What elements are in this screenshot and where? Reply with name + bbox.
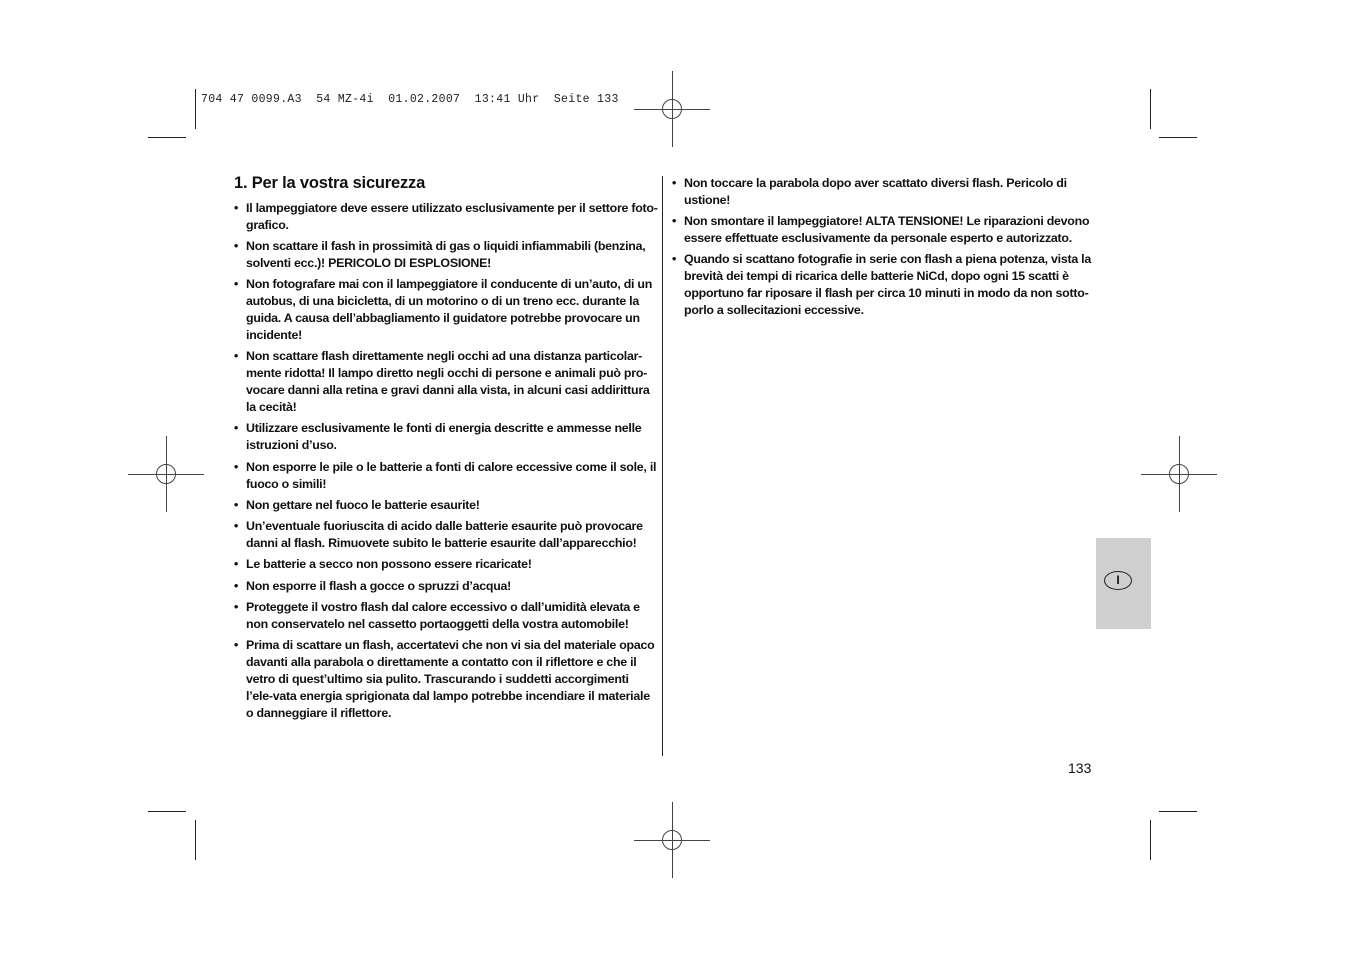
list-item: • Non esporre le pile o le batterie a fonti di calore eccessive come il sole, il fuoco o simili!	[234, 459, 658, 493]
safety-list-left	[234, 200, 658, 726]
print-header: 704 47 0099.A3 54 MZ-4i 01.02.2007 13:41 Uhr Seite 133	[201, 93, 619, 106]
registration-mark-bottom-icon	[634, 802, 710, 878]
list-item: • Utilizzare esclusivamente le fonti di energia descritte e ammesse nelle istruzioni d’uso.	[234, 420, 658, 454]
crop-mark	[148, 811, 186, 812]
crop-mark	[148, 137, 186, 138]
list-item: • Quando si scattano fotografie in serie con flash a piena potenza, vista la brevità dei tempi di ricarica delle batterie NiCd, dopo ogni 15 scatti è opportuno far riposare il flash per circa 10 minuti in modo da non sotto-porlo a sollecitazioni eccessive.	[672, 251, 1094, 319]
list-item: • Il lampeggiatore deve essere utilizzato esclusivamente per il settore foto-grafico.	[234, 200, 658, 234]
list-item: • Non smontare il lampeggiatore! ALTA TENSIONE! Le riparazioni devono essere effettuate esclusivamente da personale esperto e autorizzato.	[672, 213, 1094, 247]
crop-mark	[195, 89, 196, 129]
crop-mark	[1150, 89, 1151, 129]
registration-mark-right-icon	[1141, 436, 1217, 512]
language-tab	[1096, 538, 1151, 629]
list-item: • Non fotografare mai con il lampeggiatore il conducente di un’auto, di un autobus, di una bicicletta, di un motorino o di un treno ecc. durante la guida. A causa dell’abbagliamento il guidatore potrebbe provocare un incidente!	[234, 276, 658, 344]
registration-mark-top-icon	[634, 71, 710, 147]
crop-mark	[1159, 811, 1197, 812]
section-title: 1. Per la vostra sicurezza	[234, 174, 426, 192]
language-badge: I	[1104, 571, 1132, 590]
list-item: • Un’eventuale fuoriuscita di acido dalle batterie esaurite può provocare danni al flash. Rimuovete subito le batterie esaurite dall’apparecchio!	[234, 518, 658, 552]
list-item: • Le batterie a secco non possono essere ricaricate!	[234, 556, 658, 573]
list-item: • Non scattare il fash in prossimità di gas o liquidi infiammabili (benzina, solventi ecc.)! PERICOLO DI ESPLOSIONE!	[234, 238, 658, 272]
list-item: • Non gettare nel fuoco le batterie esaurite!	[234, 497, 658, 514]
list-item: • Prima di scattare un flash, accertatevi che non vi sia del materiale opaco davanti alla parabola o direttamente a contatto con il riflettore e che il vetro di quest’ultimo sia pulito. Trascurando i suddetti accorgimenti l’ele-vata energia sprigionata dal lampo potrebbe incendiare il materiale o danneggiare il riflettore.	[234, 637, 658, 722]
column-divider	[662, 176, 663, 756]
list-item: • Non esporre il flash a gocce o spruzzi d’acqua!	[234, 578, 658, 595]
list-item: • Non toccare la parabola dopo aver scattato diversi flash. Pericolo di ustione!	[672, 175, 1094, 209]
crop-mark	[1150, 820, 1151, 860]
crop-mark	[1159, 137, 1197, 138]
registration-mark-left-icon	[128, 436, 204, 512]
crop-mark	[195, 820, 196, 860]
page-number: 133	[1068, 760, 1092, 776]
list-item: • Non scattare flash direttamente negli occhi ad una distanza particolar-mente ridotta! Il lampo diretto negli occhi di persone e animali può pro-vocare danni alla retina e gravi danni alla vista, in alcuni casi addirittura la cecità!	[234, 348, 658, 416]
list-item: • Proteggete il vostro flash dal calore eccessivo o dall’umidità elevata e non conservatelo nel cassetto portaoggetti della vostra automobile!	[234, 599, 658, 633]
safety-list-right	[672, 175, 1094, 323]
